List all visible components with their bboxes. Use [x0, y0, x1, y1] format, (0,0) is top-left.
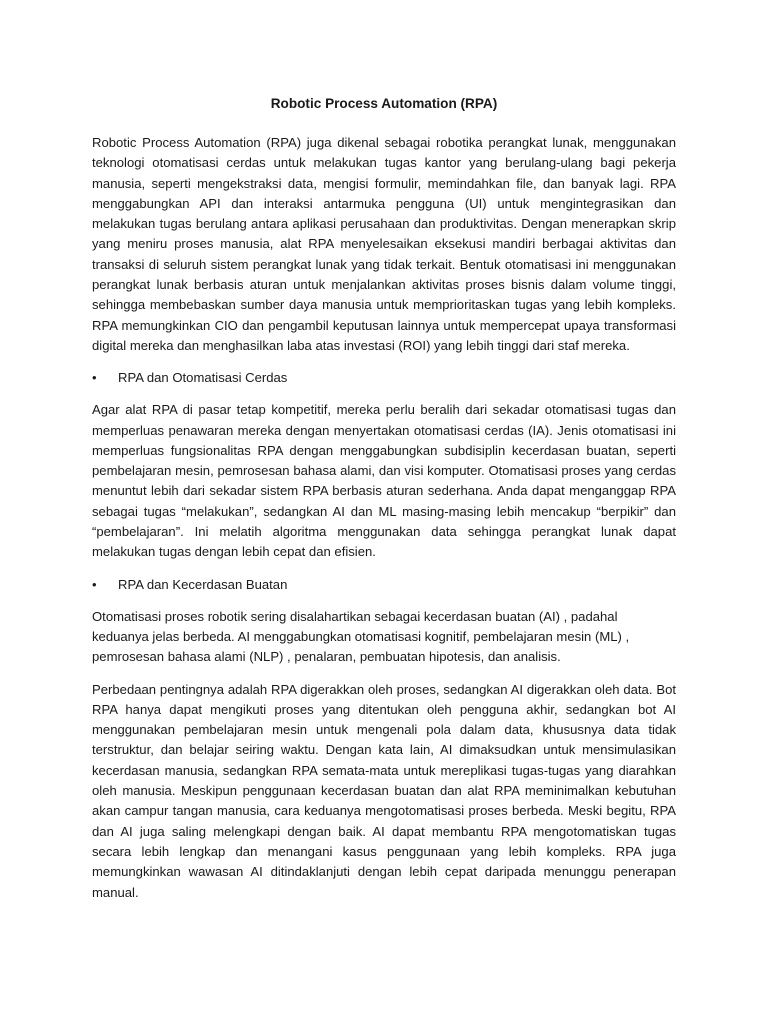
- bullet-label: RPA dan Kecerdasan Buatan: [118, 576, 288, 592]
- bullet-item-rpa-otomatisasi-cerdas: [92, 368, 676, 388]
- document-title: Robotic Process Automation (RPA): [270, 96, 498, 111]
- paragraph-otomatisasi-cerdas: Agar alat RPA di pasar tetap kompetitif, mereka perlu beralih dari sekadar otomatisasi tugas dan memperluas penawaran mereka dengan menyertakan otomatisasi cerdas (IA). Jenis otomatisasi ini memperluas fungsionalitas RPA dengan menggabungkan subdisiplin kecerdasan buatan, seperti pembelajaran mesin, pemrosesan bahasa alami, dan visi komputer. Otomatisasi proses yang cerdas menuntut lebih dari sekadar sistem RPA berbasis aturan sederhana. Anda dapat menganggap RPA sebagai tugas “melakukan”, sedangkan AI dan ML masing-masing lebih mencakup “berpikir” dan “pembelajaran”. Ini melatih algoritma menggunakan data sehingga perangkat lunak dapat melakukan tugas dengan lebih cepat dan efisien.: [92, 402, 676, 560]
- paragraph-rpa-vs-ai: Perbedaan pentingnya adalah RPA digerakkan oleh proses, sedangkan AI digerakkan oleh data. Bot RPA hanya dapat mengikuti proses yang ditentukan oleh pengguna akhir, sedangkan bot AI menggunakan pembelajaran mesin untuk mengenali pola dalam data, khususnya data tidak terstruktur, dan belajar seiring waktu. Dengan kata lain, AI dimaksudkan untuk mensimulasikan kecerdasan manusia, sedangkan RPA semata-mata untuk mereplikasi tugas-tugas yang diarahkan oleh manusia. Meskipun penggunaan kecerdasan buatan dan alat RPA meminimalkan kebutuhan akan campur tangan manusia, cara keduanya mengotomatisasi proses berbeda. Meski begitu, RPA dan AI juga saling melengkapi dengan baik. AI dapat membantu RPA mengotomatiskan tugas secara lebih lengkap dan menangani kasus penggunaan yang lebih kompleks. RPA juga memungkinkan wawasan AI ditindaklanjuti dengan lebih cepat daripada menunggu penerapan manual.: [92, 681, 676, 900]
- bullet-dot-icon: •: [92, 576, 97, 592]
- paragraph-intro: Robotic Process Automation (RPA) juga dikenal sebagai robotika perangkat lunak, menggunakan teknologi otomatisasi cerdas untuk melakukan tugas kantor yang berulang-ulang bagi pekerja manusia, seperti mengekstraksi data, mengisi formulir, memindahkan file, dan banyak lagi. RPA menggabungkan API dan interaksi antarmuka pengguna (UI) untuk mengintegrasikan dan melakukan tugas berulang antara aplikasi perusahaan dan produktivitas. Dengan menerapkan skrip yang meniru proses manusia, alat RPA menyelesaikan eksekusi mandiri berbagai aktivitas dan transaksi di seluruh sistem perangkat lunak yang tidak terkait. Bentuk otomatisasi ini menggunakan perangkat lunak berbasis aturan untuk menjalankan aktivitas proses bisnis dalam volume tinggi, sehingga membebaskan sumber daya manusia untuk memprioritaskan tugas yang lebih kompleks. RPA memungkinkan CIO dan pengambil keputusan lainnya untuk mempercepat upaya transformasi digital mereka dan menghasilkan laba atas investasi (ROI) yang lebih tinggi dari staf mereka.: [92, 135, 676, 353]
- bullet-dot-icon: •: [92, 370, 97, 386]
- bullet-item-rpa-kecerdasan-buatan: [92, 575, 676, 595]
- paragraph-ai-definition: Otomatisasi proses robotik sering disalahartikan sebagai kecerdasan buatan (AI) , padahal keduanya jelas berbeda. AI menggabungkan otomatisasi kognitif, pembelajaran mesin (ML) , pemrosesan bahasa alami (NLP) , penalaran, pembuatan hipotesis, dan analisis.: [92, 608, 630, 665]
- bullet-label: RPA dan Otomatisasi Cerdas: [118, 370, 288, 386]
